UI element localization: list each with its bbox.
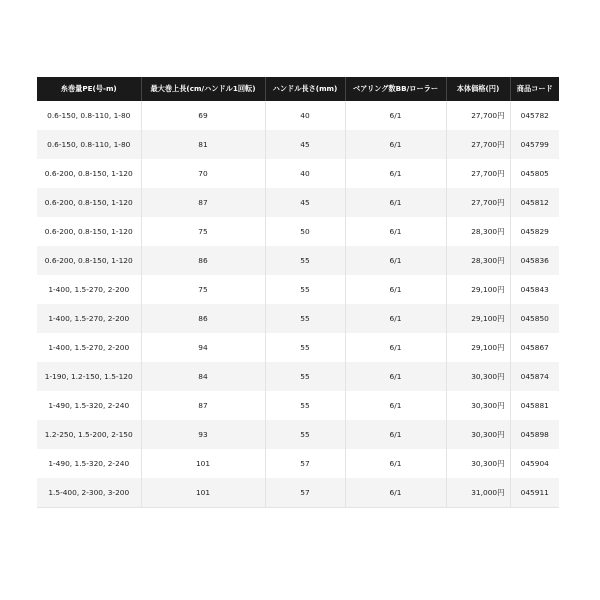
cell-line-capacity: 1.2-250, 1.5-200, 2-150 (37, 420, 141, 449)
header-line-capacity: 糸巻量PE(号-m) (37, 77, 141, 101)
cell-bearings: 6/1 (345, 478, 446, 508)
cell-line-capacity: 0.6-200, 0.8-150, 1-120 (37, 246, 141, 275)
table-row (37, 130, 559, 159)
cell-handle-length: 45 (265, 188, 345, 217)
cell-handle-length: 50 (265, 217, 345, 246)
cell-bearings: 6/1 (345, 188, 446, 217)
cell-line-capacity: 1-490, 1.5-320, 2-240 (37, 449, 141, 478)
table-row (37, 420, 559, 449)
cell-line-capacity: 0.6-200, 0.8-150, 1-120 (37, 188, 141, 217)
cell-handle-length: 55 (265, 391, 345, 420)
cell-handle-length: 55 (265, 304, 345, 333)
cell-bearings: 6/1 (345, 101, 446, 130)
cell-price: 30,300円 (446, 449, 510, 478)
cell-line-capacity: 1-400, 1.5-270, 2-200 (37, 333, 141, 362)
header-handle-length: ハンドル長さ(mm) (265, 77, 345, 101)
cell-bearings: 6/1 (345, 246, 446, 275)
cell-line-capacity: 0.6-150, 0.8-110, 1-80 (37, 130, 141, 159)
cell-price: 27,700円 (446, 159, 510, 188)
cell-max-retrieve: 69 (141, 101, 265, 130)
cell-product-code: 045904 (520, 459, 549, 468)
cell-line-capacity: 0.6-200, 0.8-150, 1-120 (37, 159, 141, 188)
cell-line-capacity: 1-400, 1.5-270, 2-200 (37, 275, 141, 304)
reel-spec-table (37, 77, 559, 508)
cell-bearings: 6/1 (345, 304, 446, 333)
cell-price: 29,100円 (446, 275, 510, 304)
spec-table-body (37, 101, 559, 508)
table-row (37, 362, 559, 391)
cell-product-code: 045850 (510, 304, 559, 333)
table-row (37, 478, 559, 508)
table-row (37, 101, 559, 130)
cell-max-retrieve: 101 (141, 478, 265, 508)
cell-price: 29,100円 (446, 333, 510, 362)
cell-handle-length: 57 (265, 449, 345, 478)
cell-price: 28,300円 (446, 217, 510, 246)
cell-price: 31,000円 (446, 478, 510, 508)
table-row (37, 304, 559, 333)
table-row (37, 275, 559, 304)
cell-product-code: 045829 (520, 227, 549, 236)
cell-handle-length: 57 (265, 478, 345, 508)
header-price: 本体価格(円) (446, 77, 510, 101)
cell-line-capacity: 1-400, 1.5-270, 2-200 (37, 304, 141, 333)
cell-price: 29,100円 (446, 304, 510, 333)
cell-bearings: 6/1 (345, 362, 446, 391)
cell-handle-length: 55 (265, 246, 345, 275)
cell-bearings: 6/1 (345, 449, 446, 478)
header-row (37, 77, 559, 101)
cell-max-retrieve: 70 (141, 159, 265, 188)
cell-price: 30,300円 (446, 391, 510, 420)
cell-handle-length: 55 (265, 362, 345, 391)
cell-line-capacity: 1-490, 1.5-320, 2-240 (37, 391, 141, 420)
cell-max-retrieve: 94 (141, 333, 265, 362)
table-row (37, 159, 559, 188)
cell-product-code: 045898 (510, 420, 559, 449)
cell-product-code: 045836 (510, 246, 559, 275)
cell-max-retrieve: 87 (141, 391, 265, 420)
cell-product-code: 045782 (520, 111, 549, 120)
cell-handle-length: 55 (265, 333, 345, 362)
cell-bearings: 6/1 (345, 333, 446, 362)
cell-price: 27,700円 (446, 130, 510, 159)
cell-price: 28,300円 (446, 246, 510, 275)
cell-price: 27,700円 (446, 188, 510, 217)
header-product-code: 商品コード (510, 77, 559, 101)
cell-product-code: 045867 (520, 343, 549, 352)
cell-bearings: 6/1 (345, 217, 446, 246)
cell-product-code: 045881 (520, 401, 549, 410)
cell-product-code: 045799 (510, 130, 559, 159)
cell-line-capacity: 0.6-200, 0.8-150, 1-120 (37, 217, 141, 246)
table-row (37, 217, 559, 246)
cell-price: 27,700円 (446, 101, 510, 130)
cell-product-code: 045874 (510, 362, 559, 391)
cell-max-retrieve: 87 (141, 188, 265, 217)
header-max-retrieve: 最大巻上長(cm/ハンドル1回転) (141, 77, 265, 101)
cell-max-retrieve: 75 (141, 275, 265, 304)
cell-price: 30,300円 (446, 362, 510, 391)
cell-handle-length: 55 (265, 275, 345, 304)
table-row (37, 449, 559, 478)
cell-max-retrieve: 84 (141, 362, 265, 391)
cell-price: 30,300円 (446, 420, 510, 449)
cell-bearings: 6/1 (345, 391, 446, 420)
cell-product-code: 045805 (520, 169, 549, 178)
cell-bearings: 6/1 (345, 130, 446, 159)
cell-max-retrieve: 86 (141, 246, 265, 275)
cell-product-code: 045911 (510, 478, 559, 508)
header-bearings: ベアリング数BB/ローラー (345, 77, 446, 101)
cell-bearings: 6/1 (345, 275, 446, 304)
cell-line-capacity: 1.5-400, 2-300, 3-200 (37, 478, 141, 508)
spec-table-header (37, 77, 559, 101)
cell-handle-length: 40 (265, 101, 345, 130)
cell-product-code: 045843 (520, 285, 549, 294)
cell-max-retrieve: 81 (141, 130, 265, 159)
cell-max-retrieve: 86 (141, 304, 265, 333)
table-row (37, 188, 559, 217)
cell-handle-length: 40 (265, 159, 345, 188)
table-row (37, 333, 559, 362)
cell-max-retrieve: 101 (141, 449, 265, 478)
cell-max-retrieve: 75 (141, 217, 265, 246)
cell-line-capacity: 1-190, 1.2-150, 1.5-120 (37, 362, 141, 391)
cell-line-capacity: 0.6-150, 0.8-110, 1-80 (37, 101, 141, 130)
cell-max-retrieve: 93 (141, 420, 265, 449)
cell-bearings: 6/1 (345, 159, 446, 188)
table-row (37, 246, 559, 275)
cell-handle-length: 55 (265, 420, 345, 449)
cell-bearings: 6/1 (345, 420, 446, 449)
cell-handle-length: 45 (265, 130, 345, 159)
table-row (37, 391, 559, 420)
cell-product-code: 045812 (510, 188, 559, 217)
